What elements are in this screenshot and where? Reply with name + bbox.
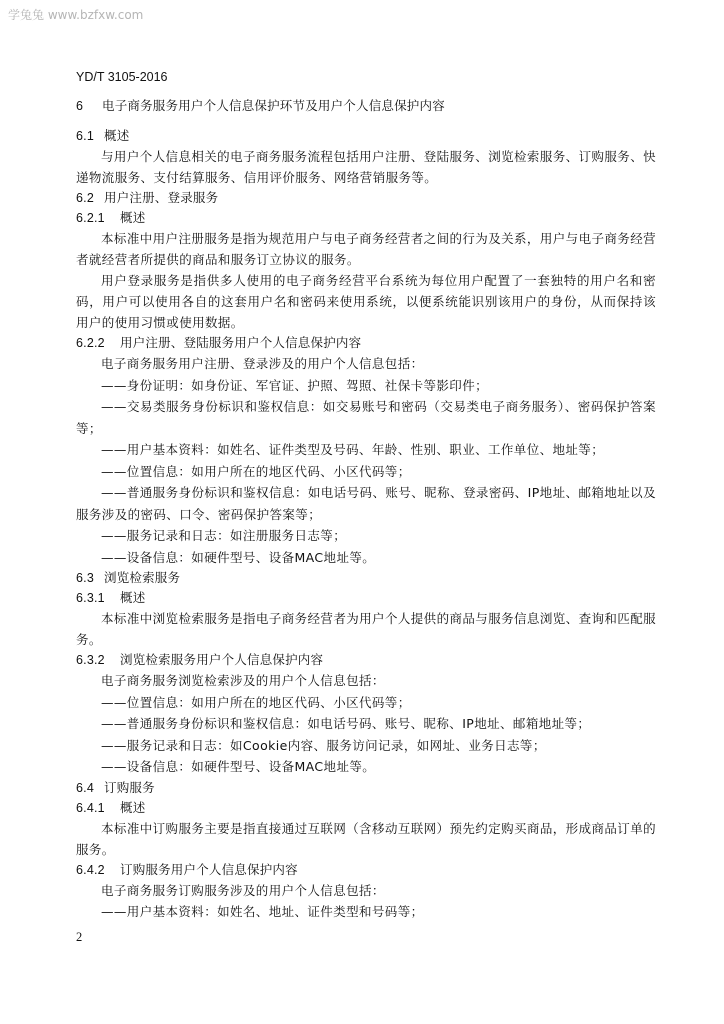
section-title: 浏览检索服务 <box>104 570 181 585</box>
section-6-4-1-heading <box>76 798 656 818</box>
paragraph: 用户登录服务是指供多人使用的电子商务经营平台系统为每位用户配置了一套独特的用户名和密码，用户可以使用各自的这套用户名和密码来使用系统，以便系统能识别该用户的身份，从而保持该用户的使用习惯或使用数据。 <box>76 273 656 330</box>
section-title: 电子商务服务用户个人信息保护环节及用户个人信息保护内容 <box>102 98 445 113</box>
section-number: 6.3.2 <box>76 653 105 667</box>
section-title: 订购服务用户个人信息保护内容 <box>120 861 298 877</box>
section-6-2-2-heading <box>76 333 656 353</box>
section-number: 6.4.1 <box>76 800 105 815</box>
list-intro: 电子商务服务用户注册、登录涉及的用户个人信息包括： <box>101 356 424 371</box>
paragraph: 本标准中订购服务主要是指直接通过互联网（含移动互联网）预先约定购买商品，形成商品订单的服务。 <box>76 820 656 857</box>
page-number: 2 <box>76 930 83 944</box>
section-6-4-2-heading <box>76 860 656 880</box>
section-number: 6.1 <box>76 129 94 143</box>
list-item: ——设备信息：如硬件型号、设备MAC地址等。 <box>101 549 376 565</box>
list-item: ——服务记录和日志：如Cookie内容、服务访问记录，如网址、业务日志等； <box>101 737 546 753</box>
list-item: ——位置信息：如用户所在的地区代码、小区代码等； <box>101 463 411 479</box>
list-item: ——普通服务身份标识和鉴权信息：如电话号码、账号、昵称、登录密码、IP地址、邮箱地址以及服务涉及的密码、口令、密码保护答案等； <box>76 485 656 522</box>
list-intro: 电子商务服务浏览检索涉及的用户个人信息包括： <box>101 673 385 688</box>
section-number: 6.4.2 <box>76 862 105 877</box>
list-intro: 电子商务服务订购服务涉及的用户个人信息包括： <box>101 882 385 898</box>
section-6-4-heading <box>76 778 656 798</box>
section-6-2-1-heading <box>76 208 656 228</box>
document-page <box>76 70 656 923</box>
list-item: ——服务记录和日志：如注册服务日志等； <box>101 528 347 543</box>
list-item: ——设备信息：如硬件型号、设备MAC地址等。 <box>101 759 376 774</box>
section-6-3-2-heading <box>76 650 656 670</box>
section-number: 6.2 <box>76 191 94 205</box>
section-6-1-paragraph: 与用户个人信息相关的电子商务服务流程包括用户注册、登陆服务、浏览检索服务、订购服务、快递物流服务、支付结算服务、信用评价服务、网络营销服务等。 <box>76 149 656 185</box>
list-item: ——用户基本资料：如姓名、地址、证件类型和号码等； <box>101 904 424 919</box>
watermark: 学兔兔 www.bzfxw.com <box>8 8 144 22</box>
section-number: 6.4 <box>76 780 94 795</box>
section-title: 订购服务 <box>104 779 155 795</box>
list-item: ——普通服务身份标识和鉴权信息：如电话号码、账号、昵称、IP地址、邮箱地址等； <box>101 716 591 731</box>
section-title: 浏览检索服务用户个人信息保护内容 <box>120 652 324 667</box>
standard-code: YD/T 3105-2016 <box>76 70 168 84</box>
section-title: 用户注册、登陆服务用户个人信息保护内容 <box>120 335 362 350</box>
list-item: ——身份证明：如身份证、军官证、护照、驾照、社保卡等影印件； <box>101 377 489 393</box>
section-title: 概述 <box>120 590 146 605</box>
section-number: 6.3 <box>76 571 94 585</box>
section-6-2-heading <box>76 188 656 208</box>
section-number: 6.3.1 <box>76 591 105 605</box>
paragraph: 本标准中浏览检索服务是指电子商务经营者为用户个人提供的商品与服务信息浏览、查询和匹配服务。 <box>76 611 656 647</box>
section-number: 6.2.2 <box>76 336 105 350</box>
paragraph: 本标准中用户注册服务是指为规范用户与电子商务经营者之间的行为及关系，用户与电子商务经营者就经营者所提供的商品和服务订立协议的服务。 <box>76 231 656 267</box>
list-item: ——用户基本资料：如姓名、证件类型及号码、年龄、性别、职业、工作单位、地址等； <box>101 442 605 457</box>
section-6-3-1-heading <box>76 588 656 608</box>
section-6-1-heading <box>76 126 656 146</box>
section-title: 概述 <box>120 799 146 815</box>
section-number: 6.2.1 <box>76 211 105 225</box>
section-number: 6 <box>76 99 84 113</box>
section-title: 用户注册、登录服务 <box>104 190 219 205</box>
section-6-heading <box>76 96 656 116</box>
section-title: 概述 <box>104 128 130 143</box>
section-title: 概述 <box>120 210 146 225</box>
list-item: ——位置信息：如用户所在的地区代码、小区代码等； <box>101 694 411 710</box>
list-item: ——交易类服务身份标识和鉴权信息：如交易账号和密码（交易类电子商务服务）、密码保护答案等； <box>76 399 656 436</box>
section-6-3-heading <box>76 568 656 588</box>
